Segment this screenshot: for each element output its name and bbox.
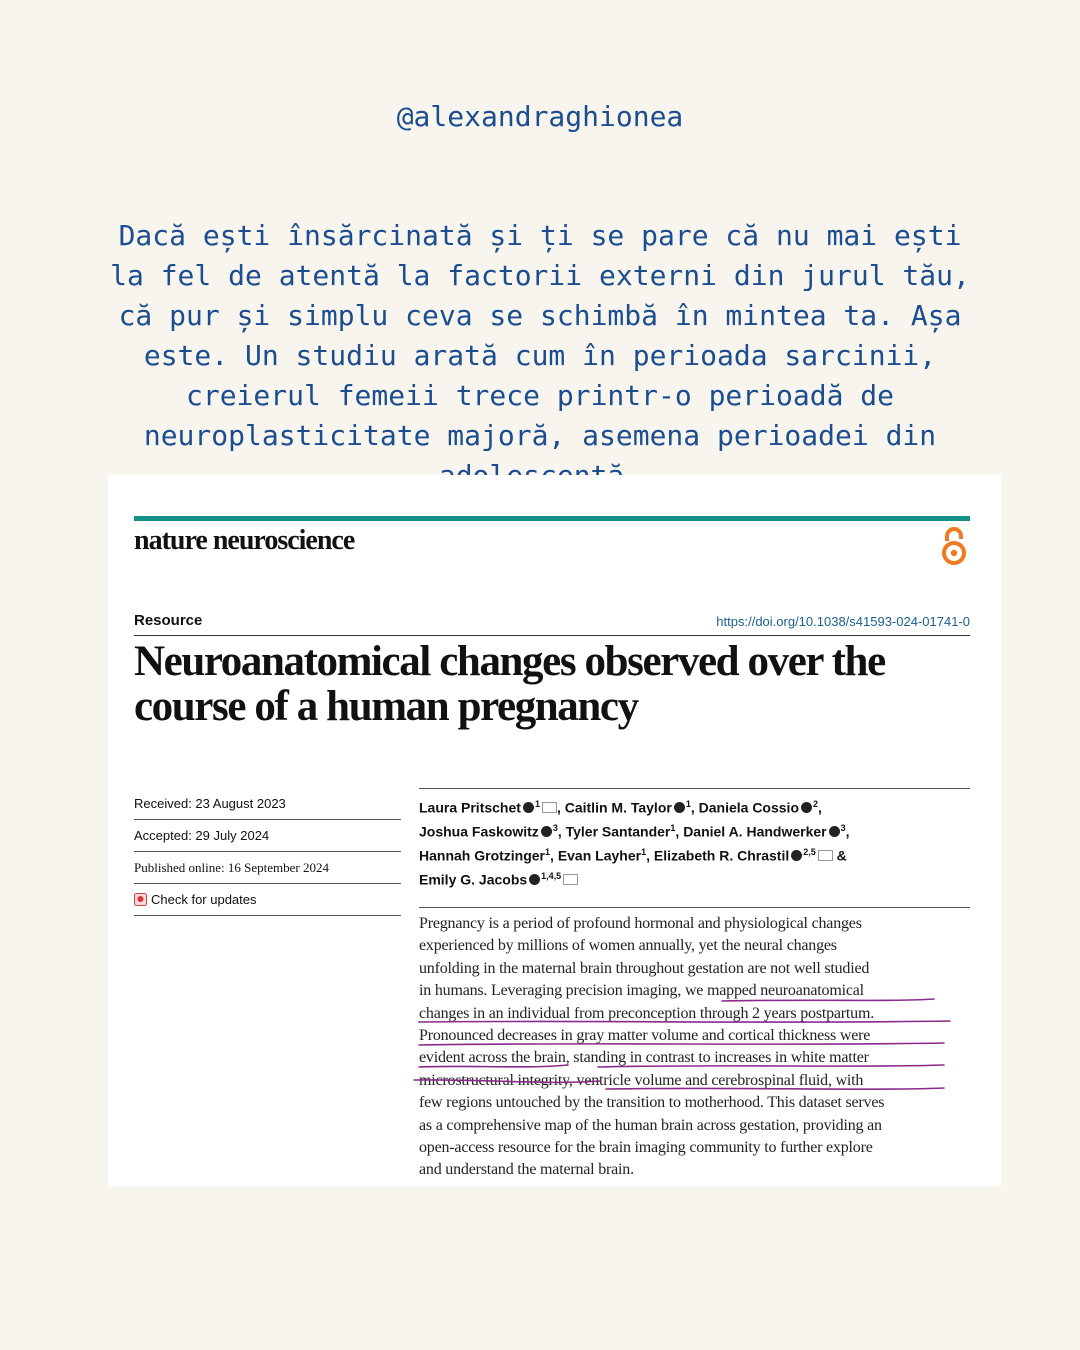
affiliation: 1	[534, 799, 540, 809]
affiliation: 1	[685, 799, 691, 809]
article-type-label: Resource	[134, 612, 203, 629]
check-updates-icon	[134, 893, 147, 906]
abstract-line: experienced by millions of women annually, yet the neural changes	[419, 937, 837, 955]
title-divider	[134, 635, 970, 636]
abstract-line: unfolding in the maternal brain throughout gestation are not well studied	[419, 959, 870, 977]
orcid-icon[interactable]	[529, 874, 540, 885]
email-icon[interactable]	[818, 850, 833, 861]
abstract-line: open-access resource for the brain imaging community to further explore	[419, 1139, 873, 1157]
check-updates-label: Check for updates	[151, 892, 257, 907]
intro-text: Dacă ești însărcinată și ți se pare că nu mai ești la fel de atentă la factorii externi din jurul tău, că pur și simplu ceva se schimbă în mintea ta. Așa este. Un studiu arată cum în perioada sarcinii, creierul femeii trece printr-o perioadă de neuroplasticitate majoră, asemena perioadei din	[110, 219, 970, 452]
author-name[interactable]: Elizabeth R. Chrastil	[653, 847, 790, 864]
journal-name: nature neuroscience	[134, 525, 355, 556]
check-updates-link[interactable]	[134, 884, 401, 916]
author-name[interactable]: Hannah Grotzinger	[419, 847, 546, 864]
journal-header-bar	[134, 516, 970, 521]
abstract	[419, 913, 979, 1182]
abstract-line: microstructural integrity, ventricle volume and cerebrospinal fluid, with	[419, 1071, 864, 1089]
abstract-line: Pregnancy is a period of profound hormonal and physiological changes	[419, 915, 862, 932]
affiliation: 1,4,5	[541, 871, 562, 882]
abstract-divider	[419, 907, 970, 908]
abstract-line: few regions untouched by the transition to motherhood. This dataset serves	[419, 1094, 885, 1112]
author-list: Laura Pritschet $^1$ , Caitlin M. Taylor $^1$, Daniela Cossio $^2$, Joshua Faskowitz $^3$, Tyler Santander$^1$, Daniel A. Handwerker $^3$, Hannah Grotzinger$^1$, Evan Layher$^1$, Elizabeth R. Chrastil $^{2,5}$ & Emily G. Jacobs $^{1,4,5}$	[419, 799, 850, 889]
orcid-icon[interactable]	[829, 826, 840, 837]
publication-dates	[134, 788, 401, 916]
author-name[interactable]: Laura Pritschet	[419, 799, 521, 816]
author-name[interactable]: Joshua Faskowitz	[419, 823, 539, 840]
orcid-icon[interactable]	[541, 826, 552, 837]
author-name[interactable]: Evan Layher	[557, 847, 642, 864]
orcid-icon[interactable]	[791, 850, 802, 861]
orcid-icon[interactable]	[523, 802, 534, 813]
orcid-icon[interactable]	[674, 802, 685, 813]
email-icon[interactable]	[563, 874, 578, 885]
open-access-icon	[940, 525, 968, 567]
author-name[interactable]: Tyler Santander	[565, 823, 671, 840]
affiliation: 2,5	[803, 847, 816, 858]
affiliation: 3	[840, 823, 846, 834]
abstract-line: evident across the brain, standing in contrast to increases in white matter	[419, 1049, 869, 1067]
abstract-line: and understand the maternal brain.	[419, 1161, 634, 1179]
abstract-line: in humans. Leveraging precision imaging, we mapped neuroanatomical	[419, 982, 864, 1000]
affiliation: 2	[813, 799, 819, 809]
accepted-date: Accepted: 29 July 2024	[134, 820, 401, 852]
affiliation: 3	[552, 823, 558, 834]
abstract-line: changes in an individual from preconception through 2 years postpartum.	[419, 1004, 875, 1022]
author-name[interactable]: Caitlin M. Taylor	[564, 799, 672, 816]
authors-divider	[419, 788, 970, 789]
orcid-icon[interactable]	[801, 802, 812, 813]
paper-title: Neuroanatomical changes observed over the course of a human pregnancy	[134, 638, 885, 730]
affiliation: 1	[545, 847, 551, 858]
published-date: Published online: 16 September 2024	[134, 852, 401, 884]
email-icon[interactable]	[542, 802, 557, 813]
author-name[interactable]: Emily G. Jacobs	[419, 872, 528, 889]
abstract-line: Pronounced decreases in gray matter volume and cortical thickness were	[419, 1027, 871, 1045]
received-date: Received: 23 August 2023	[134, 788, 401, 820]
abstract-line: as a comprehensive map of the human brain across gestation, providing an	[419, 1116, 882, 1134]
affiliation: 1	[641, 847, 647, 858]
instagram-handle: @alexandraghionea	[396, 100, 684, 133]
affiliation: 1	[670, 823, 676, 834]
paper-screenshot	[108, 475, 1001, 1186]
author-name[interactable]: Daniel A. Handwerker	[683, 823, 827, 840]
doi-link[interactable]: https://doi.org/10.1038/s41593-024-01741-0	[716, 614, 970, 629]
author-name[interactable]: Daniela Cossio	[698, 799, 799, 816]
